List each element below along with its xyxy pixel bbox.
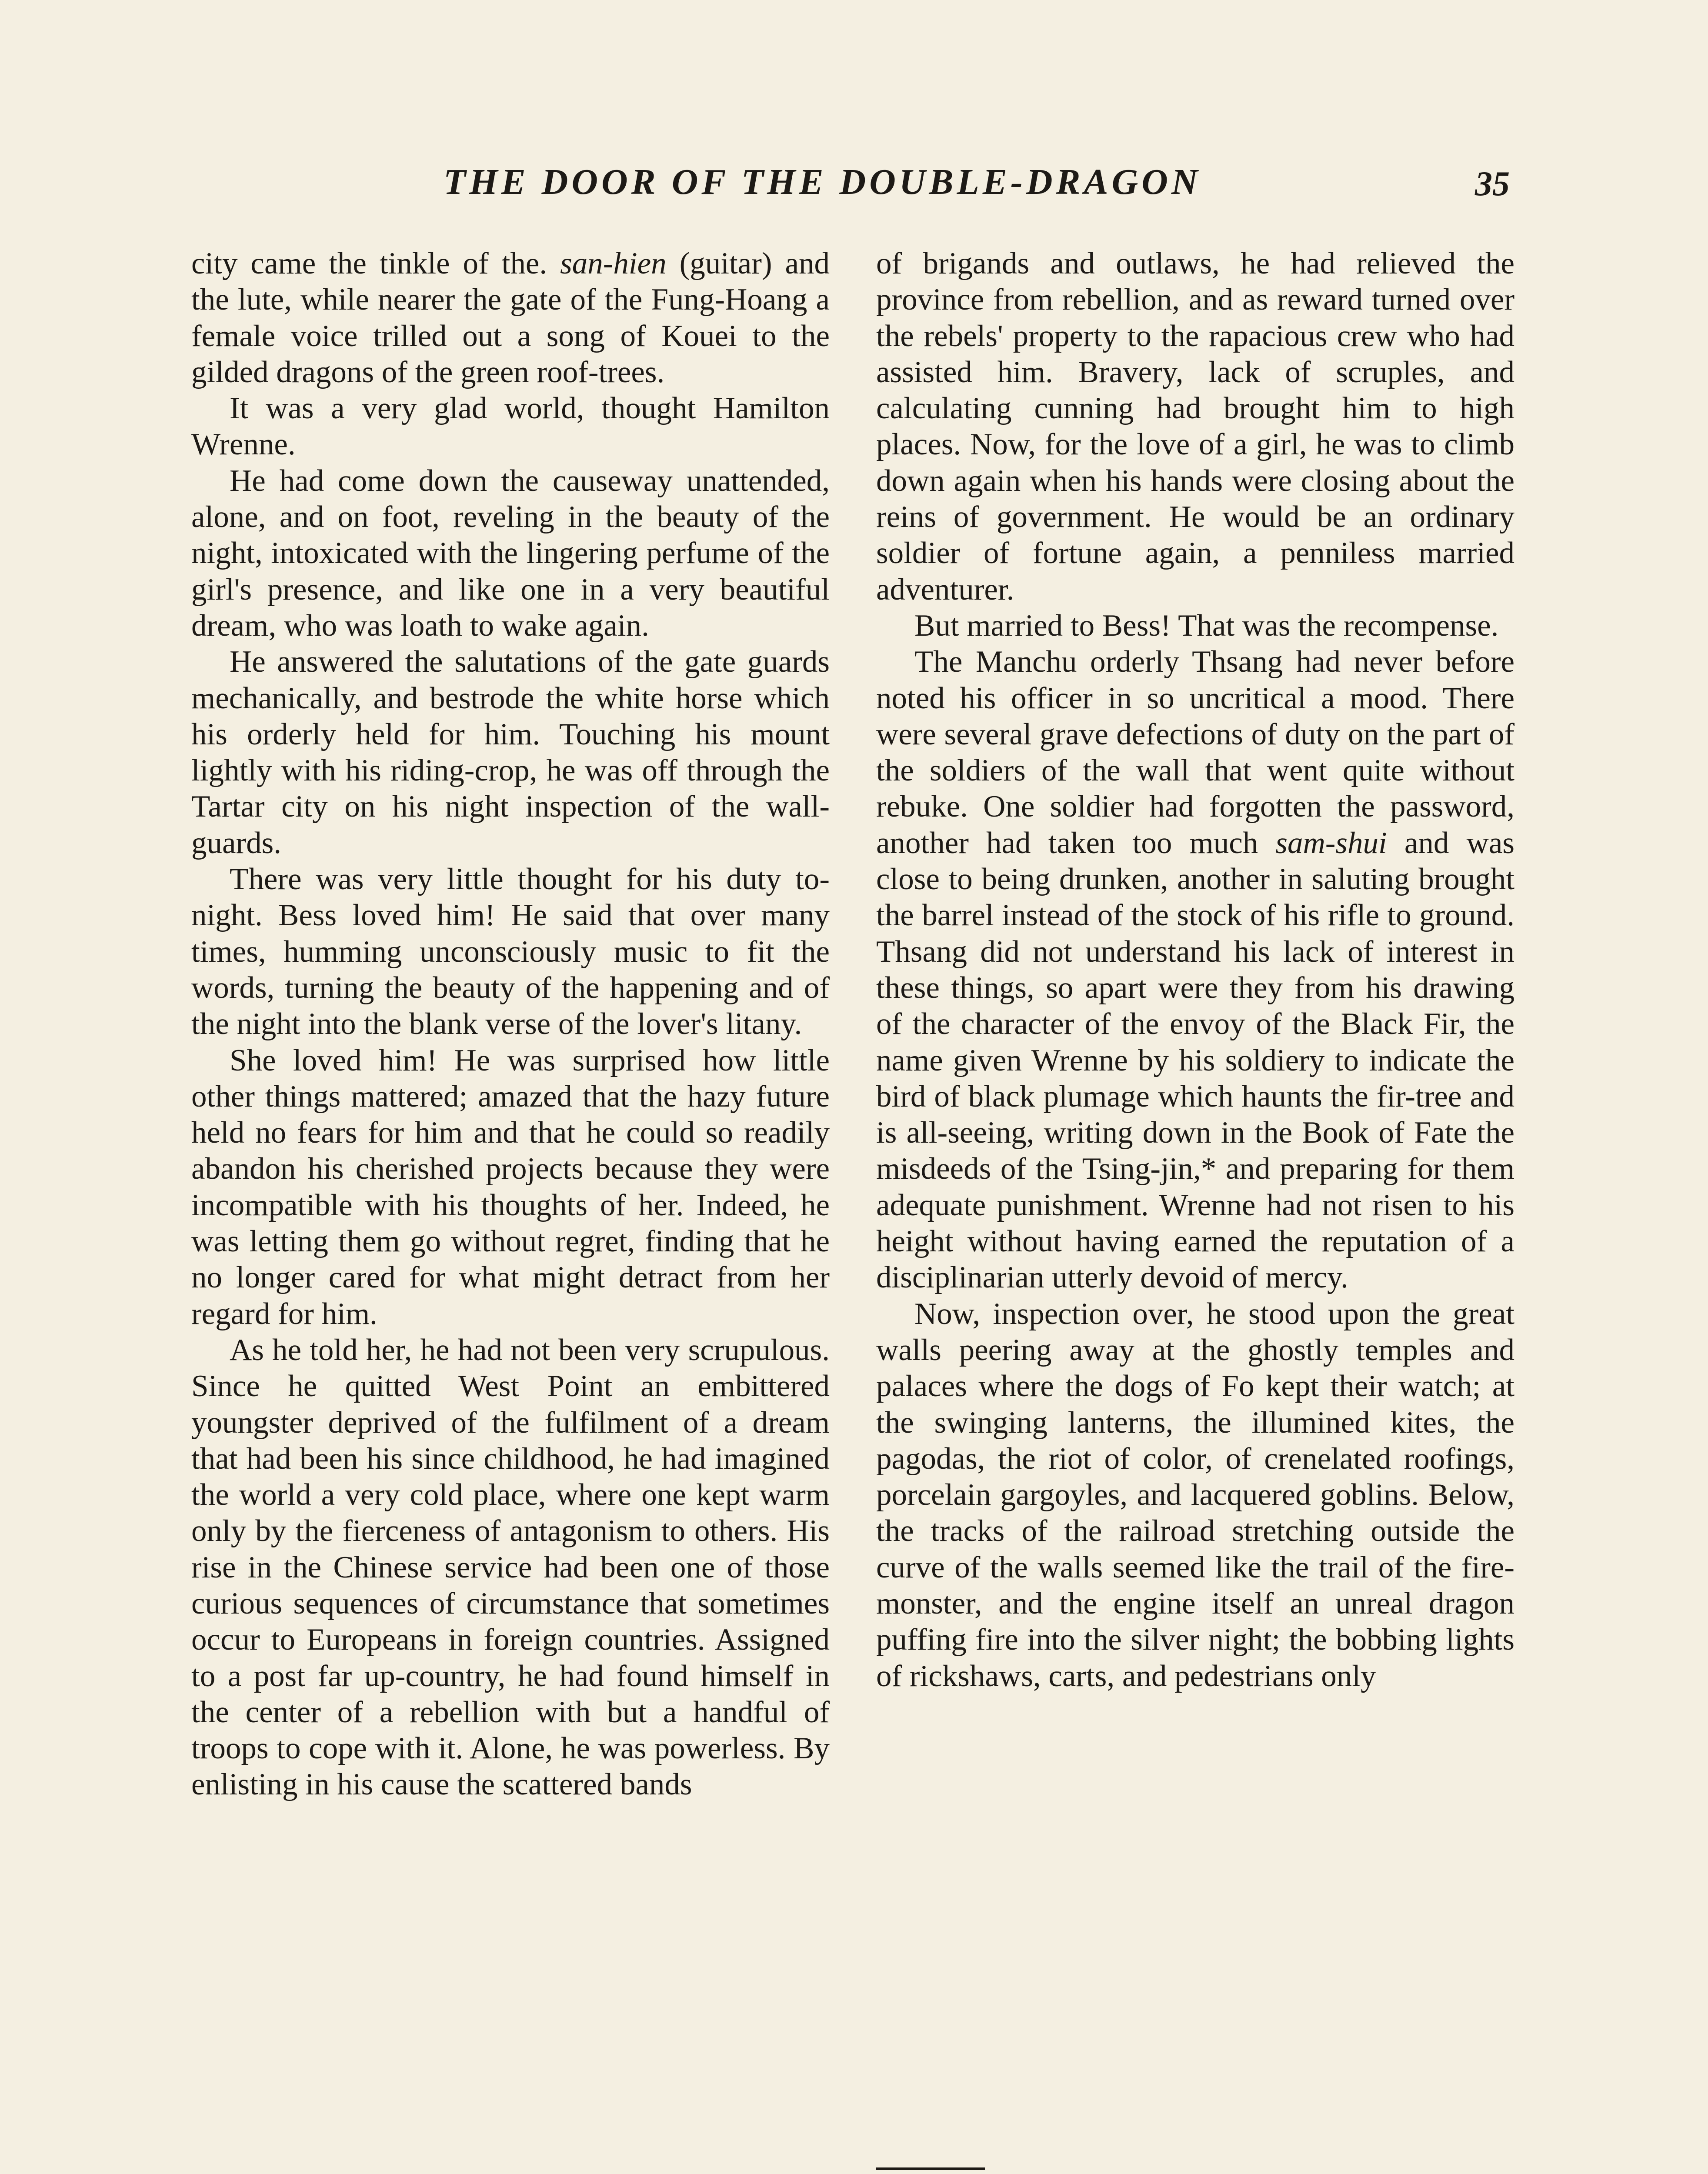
text-run: (guitar) and the lute, while nearer the gate of the Fung-Hoang a female voice trilled out a song of Kouei to the gilded dragons of the green roof-trees. (191, 247, 830, 389)
running-title: THE DOOR OF THE DOUBLE-DRAGON (444, 162, 1201, 202)
text-run: But married to Bess! That was the recompense. (914, 608, 1499, 643)
text-run: He answered the salutations of the gate guards mechanically, and bestrode the white horse which his orderly held for him. Touching his mount lightly with his riding-crop, he was off through the Tartar city on his night inspection of the wall-guards. (191, 645, 830, 860)
text-run: Now, inspection over, he stood upon the great walls peering away at the ghostly temples and palaces where the dogs of Fo kept their watch; at the swinging lanterns, the illumined kites, the pagodas, the riot of color, of crenelated roofings, porcelain gargoyles, and lacquered goblins. Below, the tracks of the railroad stretching outside the curve of the walls seemed like the trail of the fire-monster, and the engine itself an unreal dragon puffing fire into the silver night; the bobbing lights of rickshaws, carts, and pedestrians only (876, 1297, 1515, 1693)
running-header (0, 161, 1708, 222)
footnote-rule (876, 2167, 985, 2170)
text-run: city came the tinkle of the. (191, 247, 560, 280)
paragraph-continued (876, 246, 1515, 608)
text-run: of brigands and outlaws, he had relieved the province from rebellion, and as reward turned over the rebels' property to the rapacious crew who had assisted him. Bravery, lack of scruples, and calculating cunning had brought him to high places. Now, for the love of a girl, he was to climb down again when his hands were closing about the reins of government. He would be an ordinary soldier of fortune again, a penniless married adventurer. (876, 247, 1515, 607)
text-run: The Manchu orderly Thsang had never before noted his officer in so uncritical a mood. There were several grave defections of duty on the part of the soldiers of the wall that went quite without rebuke. One soldier had forgotten the password, another had taken too much (876, 645, 1515, 860)
paragraph (191, 1043, 830, 1332)
text-run: As he told her, he had not been very scrupulous. Since he quitted West Point an embittered youngster deprived of the fulfilment of a dream that had been his since childhood, he had imagined the world a very cold place, where one kept warm only by the fierceness of antagonism to others. His rise in the Chinese service had been one of those curious sequences of circumstance that sometimes occur to Europeans in foreign countries. Assigned to a post far up-country, he had found himself in the center of a rebellion with but a handful of troops to cope with it. Alone, he was powerless. By enlisting in his cause the scattered bands (191, 1333, 830, 1802)
italic-term: san-hien (560, 247, 667, 280)
paragraph (191, 861, 830, 1042)
paragraph (191, 1332, 830, 1803)
paragraph (876, 608, 1515, 644)
italic-term: sam-shui (1275, 826, 1387, 860)
text-run: and was close to being drunken, another in saluting brought the barrel instead of the stock of his rifle to ground. Thsang did not understand his lack of interest in these things, so apart were they from his drawing of the character of the envoy of the Black Fir, the name given Wrenne by his soldiery to indicate the bird of black plumage which haunts the fir-tree and is all-seeing, writing down in the Book of Fate the misdeeds of the Tsing-jin,* and preparing for them adequate punishment. Wrenne had not risen to his height without having earned the reputation of a disciplinarian utterly devoid of mercy. (876, 826, 1515, 1295)
paragraph (191, 390, 830, 463)
right-column (876, 246, 1515, 2174)
paragraph-continued (191, 246, 830, 390)
page-number: 35 (1475, 165, 1510, 203)
paragraph (876, 644, 1515, 1296)
text-run: It was a very glad world, thought Hamilton Wrenne. (191, 391, 830, 462)
text-run: He had come down the causeway unattended, alone, and on foot, reveling in the beauty of the night, intoxicated with the lingering perfume of the girl's presence, and like one in a very beautiful dream, who was loath to wake again. (191, 463, 830, 643)
paragraph (876, 1296, 1515, 1694)
text-run: She loved him! He was surprised how little other things mattered; amazed that the hazy future held no fears for him and that he could so readily abandon his cherished projects because they were incompatible with his thoughts of her. Indeed, he was letting them go without regret, finding that he no longer cared for what might detract from her regard for him. (191, 1043, 830, 1331)
text-run: There was very little thought for his duty to-night. Bess loved him! He said that over many times, humming unconsciously music to fit the words, turning the beauty of the happening and of the night into the blank verse of the lover's litany. (191, 862, 830, 1041)
paragraph (191, 644, 830, 861)
left-column (191, 246, 830, 2174)
paragraph (191, 463, 830, 644)
